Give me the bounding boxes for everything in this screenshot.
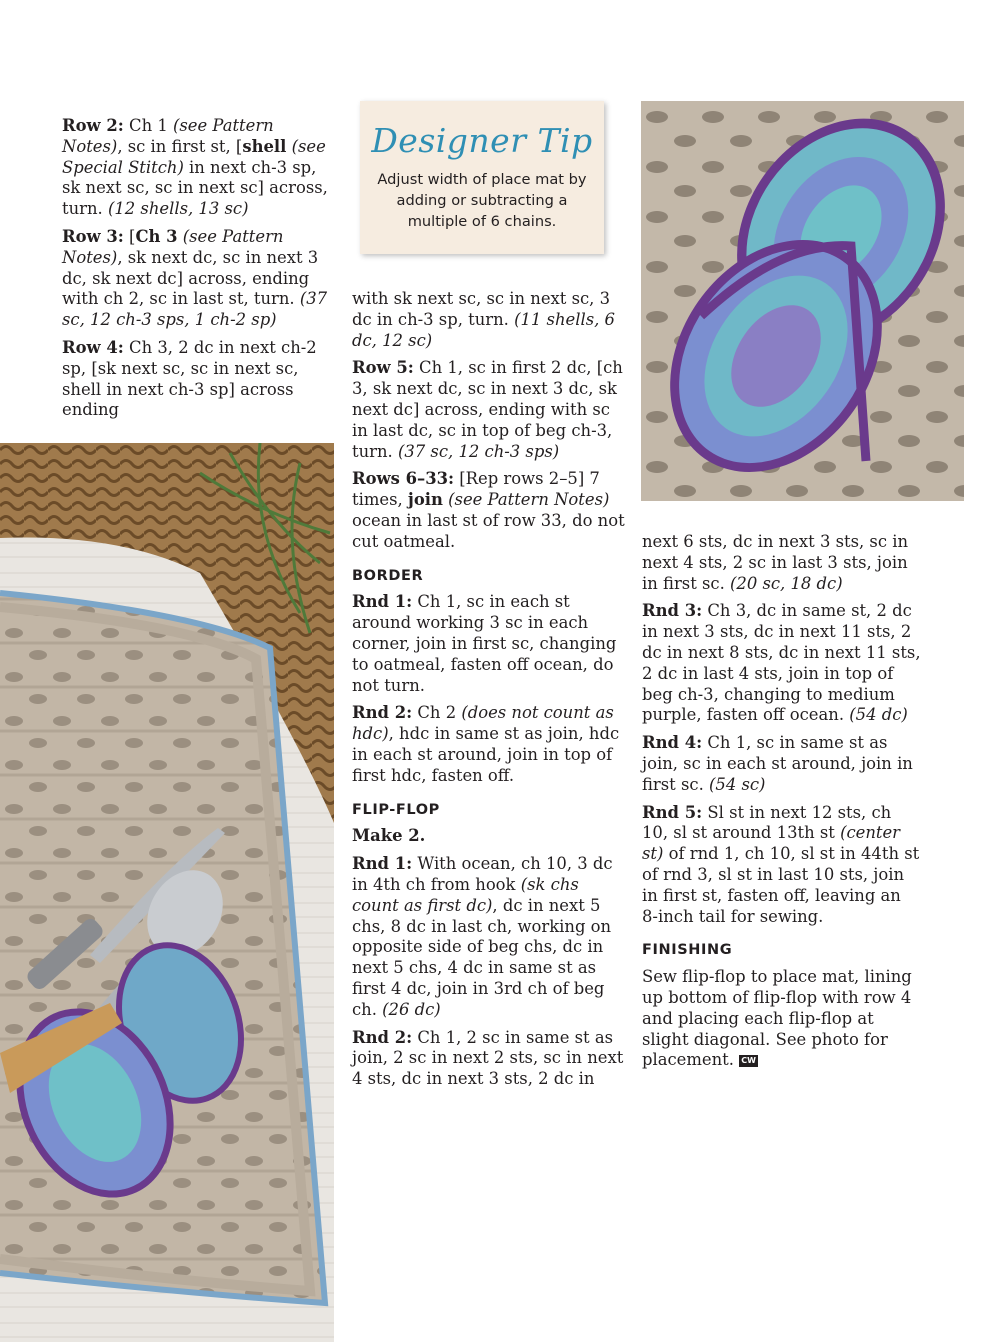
cw-end-logo: CW — [741, 1056, 756, 1066]
designer-tip-text: Adjust width of place mat by adding or subtracting a multiple of 6 chains. — [377, 171, 587, 230]
row-5-instructions: Row 5: Ch 1, sc in first 2 dc, [ch 3, sk next dc, sc in next 3 dc, sk next dc] across, ending with sc in last dc, sc in top of beg ch-3, turn. (37 sc, 12 ch-3 sps) — [352, 358, 623, 461]
row-3-instructions: Row 3: [Ch 3 (see Pattern Notes), sk next dc, sc in next 3 dc, sk next dc] across, ending with ch 2, sc in last st, turn. (37 sc, 12 ch-3 sps, 1 ch-2 sp) — [62, 226, 328, 330]
flip-rnd-2-continued: next 6 sts, dc in next 3 sts, sc in next 4 sts, 2 sc in last 3 sts, join in first sc. (20 sc, 18 dc) — [642, 532, 909, 593]
row-4-instructions: Row 4: Ch 3, 2 dc in next ch-2 sp, [sk next sc, sc in next sc, shell in next ch-3 sp] across ending — [62, 337, 317, 420]
finishing-heading: FINISHING — [642, 942, 733, 959]
border-rnd-2: Rnd 2: Ch 2 (does not count as hdc), hdc in same st as join, hdc in each st around, join in top of first hdc, fasten off. — [352, 703, 620, 785]
column-1 — [62, 116, 338, 428]
flip-rnd-5: Rnd 5: Sl st in next 12 sts, ch 10, sl st around 13th st (center st) of rnd 1, ch 10, sl st in 44th st of rnd 3, sl st in last 10 sts, join in first st, fasten off, leaving an 8-inch tail for sewing. — [642, 802, 920, 926]
rows-6-33-instructions: Rows 6–33: [Rep rows 2–5] 7 times, join (see Pattern Notes) ocean in last st of row 33, do not cut oatmeal. — [352, 469, 625, 551]
designer-tip-box — [360, 101, 604, 254]
designer-tip-title: Designer Tip — [371, 121, 593, 160]
flip-rnd-2: Rnd 2: Ch 1, 2 sc in same st as join, 2 sc in next 2 sts, sc in next 4 sts, dc in next 3 sts, 2 dc in — [352, 1027, 624, 1089]
flip-rnd-4: Rnd 4: Ch 1, sc in same st as join, sc in each st around, join in first sc. (54 sc) — [642, 733, 913, 794]
column-3 — [642, 532, 922, 1078]
finishing-instructions: Sew flip-flop to place mat, lining up bottom of flip-flop with row 4 and placing each flip-flop at slight diagonal. See photo for placement. CW — [642, 967, 912, 1070]
flip-rnd-1: Rnd 1: With ocean, ch 10, 3 dc in 4th ch from hook (sk chs count as first dc), dc in next 5 chs, 8 dc in last ch, working on opposite side of beg chs, dc in next 5 chs, 4 dc in same st as first 4 dc, join in 3rd ch of beg ch. (26 dc) — [352, 854, 613, 1019]
border-heading: BORDER — [352, 567, 424, 584]
make-count: Make 2. — [352, 826, 426, 846]
row-4-continued: with sk next sc, sc in next sc, 3 dc in ch-3 sp, turn. (11 shells, 6 dc, 12 sc) — [352, 289, 615, 350]
border-rnd-1: Rnd 1: Ch 1, sc in each st around working 3 sc in each corner, join in first sc, changing to oatmeal, fasten off ocean, do not turn. — [352, 592, 617, 695]
flip-rnd-3: Rnd 3: Ch 3, dc in same st, 2 dc in next 3 sts, dc in next 11 sts, 2 dc in next 8 sts, dc in next 11 sts, 2 dc in last 4 sts, join in top of beg ch-3, changing to medium purple, fasten off ocean. (54 dc) — [642, 601, 921, 725]
row-2-instructions: Row 2: Ch 1 (see Pattern Notes), sc in first st, [shell (see Special Stitch) in next ch-3 sp, sk next sc, sc in next sc] across, turn. (12 shells, 13 sc) — [62, 116, 328, 219]
place-mat-photo — [0, 443, 334, 1342]
column-2 — [352, 289, 628, 1097]
flip-flop-heading: FLIP-FLOP — [352, 801, 440, 818]
flip-flop-closeup-photo — [641, 101, 964, 501]
